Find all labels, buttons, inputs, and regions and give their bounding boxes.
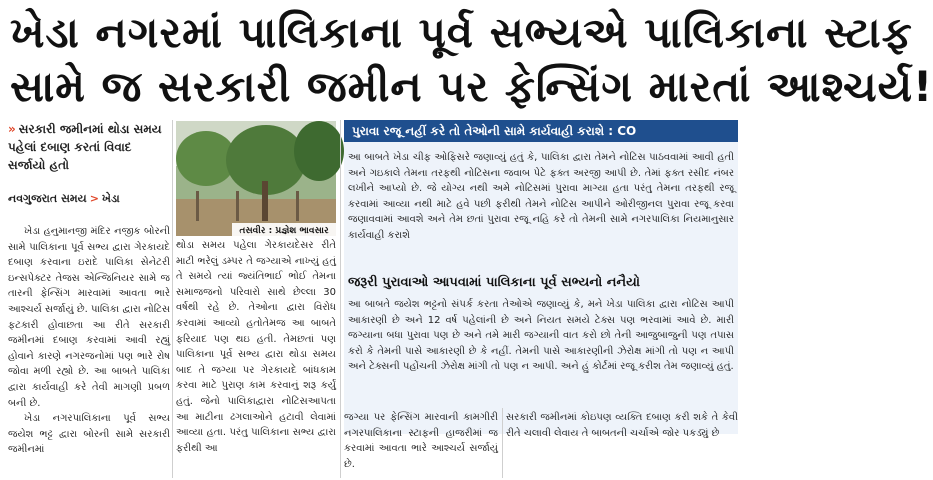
byline-place: ખેડા [101, 192, 120, 205]
sidebar-body-former-member: આ બાબતે જયેશ ભટ્ટનો સંપર્ક કરતા તેઓએ જણાવ્યું કે, મને ખેડા પાલિકા દ્વારા નોટિસ આપી આકારણી છે અને 12 વર્ષ પહેલાંની છે અને નિયત સમયે ટેક્સ પણ ભરવામાં આવે છે. મારી જગ્યાના બધા પુરાવા પણ છે અને તમે મારી જગ્યાની વાત કરો છો તેની આજુબાજુની પણ તપાસ કરો કે તેમની પાસે આકારણી છે કે નહીં. તેમની પાસે આકારણીની ઝેરોક્ષ માંગી તો પણ ન આપી અને ટેક્સની પહોંચની ઝેરોક્ષ માંગી તો પણ ન આપી. અને હું કોર્ટમાં રજૂ કરીશ તેમ જણાવ્યું હતું. [348, 299, 734, 373]
article-paragraph: ખેડા હનુમાનજી મંદિર નજીક બોરની સામે પાલિકાના પૂર્વ સભ્ય દ્વારા ગેરકાયદે દબાણ કરવાના ઇરાદે પાલિકા સેનેટરી ઇન્સપેક્ટર તેજસ એન્જિનિયર સામે જ તારની ફેન્સિંગ મારવામાં આવતા ભારે આશ્ચર્ય સર્જાયું છે. પાલિકા દ્વારા નોટિસ ફટકારી હોવાછતા આ રીતે સરકારી જમીનમાં દબાણ કરવામાં આવી રહ્યું હોવાને કારણે નગરજનોમાં પણ ભારે રોષ જોવા મળી રહ્યો છે. આ બાબતે પાલિકા દ્વારા કાર્યવાહી કરે તેવી માગણી પ્રબળ બની છે. [8, 226, 170, 409]
summary-text: સરકારી જમીનમાં થોડા સમય પહેલાં દબાણ કરતાં વિવાદ સર્જાયો હતો [8, 122, 162, 172]
sidebar-heading-former-member: જરૂરી પુરાવાઓ આપવામાં પાલિકાના પૂર્વ સભ્યનો નનૈયો [348, 275, 640, 290]
sidebar-body-co: આ બાબતે ખેડા ચીફ ઓફિસરે જણાવ્યું હતું કે, પાલિકા દ્વારા તેમને નોટિસ પાઠવવામાં આવી હતી અને ગઇકાલે તેમના તરફથી નોટિસના જવાબ પેટે ફક્ત અરજી આપી છે. તેમાં ફક્ત રસીદ નંબર લખીને આપ્યો છે. જે યોગ્ય નથી અમે નોટિસમાં પુરાવા માગ્યા હતા પરંતુ તેમના તરફથી રજૂ કરવામાં આવ્યા નથી માટે હવે પછી ફરીથી તેમને નોટિસ આપીને ઓરીજીનલ પુરાવા રજૂ કરવા જણાવવામાં આવશે અને તેમ છતાં પુરાવા રજૂ નહિ કરે તો તેમની સામે નગરપાલિકા નિયમાનુસાર કાર્યવાહી કરાશે [348, 152, 734, 241]
article-column-1 [8, 224, 170, 458]
byline-source: નવગુજરાત સમય [8, 192, 87, 205]
headline-line-1: ખેડા નગરમાં પાલિકાના પૂર્વ સભ્યએ પાલિકાના સ્ટાફ [10, 8, 913, 57]
article-column-4: સરકારી જમીનમાં કોઇપણ વ્યક્તિ દબાણ કરી શકે તે કેવી રીતે ચલાવી લેવાય તે બાબતની ચર્ચાએ જોર પકડ્યું છે [506, 412, 738, 439]
byline-separator: > [89, 192, 99, 205]
byline [8, 192, 170, 206]
headline [0, 0, 933, 118]
article-paragraph: થોડા સમય પહેલા ગેરકાયદેસર રીતે માટી ભરેલું ડમ્પર તે જગ્યાએ નાખ્યું હતું તે સમયે ત્યાં જ્યંતિભાઈ ભોઈ તેમના સમાજજનો પરિવારો સાથે છેલ્લા 30 વર્ષથી રહે છે. તેઓના દ્વારા વિરોધ કરવામાં આવ્યો હતોતેમજ આ બાબતે ફરિયાદ પણ થઇ હતી. તેમછતાં પણ પાલિકાના પૂર્વ સભ્ય દ્વારા થોડા સમય બાદ તે જગ્યા પર ગેરકાયદે બાંધકામ કરવા માટે પુરાણ કામ કરવાનું શરૂ કર્યું હતું. જેનો પાલિકાદ્વારા નોટિસઆપતા આ માટીના ઢગલાઓને હટાવી લેવામાં આવ્યા હતા. પરંતુ પાલિકાના સભ્ય દ્વારા ફરીથી આ [176, 240, 336, 454]
article-column-3: જગ્યા પર ફેન્સિંગ મારવાની કામગીરી નગરપાલિકાના સ્ટાફની હાજરીમાં જ કરવામાં આવતા ભારે આશ્ચર્ય સર્જાયું છે. [344, 412, 498, 470]
article-summary [8, 120, 170, 174]
headline-line-2: સામે જ સરકારી જમીન પર ફેન્સિંગ મારતાં આશ્ચર્ય! [10, 62, 933, 111]
article-column-2 [176, 238, 336, 456]
summary-arrow-icon: » [8, 122, 16, 136]
photo-caption: તસવીર : પ્રજ્ઞેશ ભાવસાર [232, 223, 336, 239]
column-divider [502, 408, 503, 478]
sidebar-heading-co: પુરાવા રજૂ નહીં કરે તો તેઓની સામે કાર્યવાહી કરાશે : CO [344, 120, 738, 142]
news-photo [176, 121, 336, 236]
column-divider [172, 120, 173, 478]
article-paragraph: ખેડા નગરપાલિકાના પૂર્વ સભ્ય જયેશ ભટ્ટ દ્વારા બોરની સામે સરકારી જમીનમાં [8, 413, 170, 456]
column-divider [340, 120, 341, 478]
